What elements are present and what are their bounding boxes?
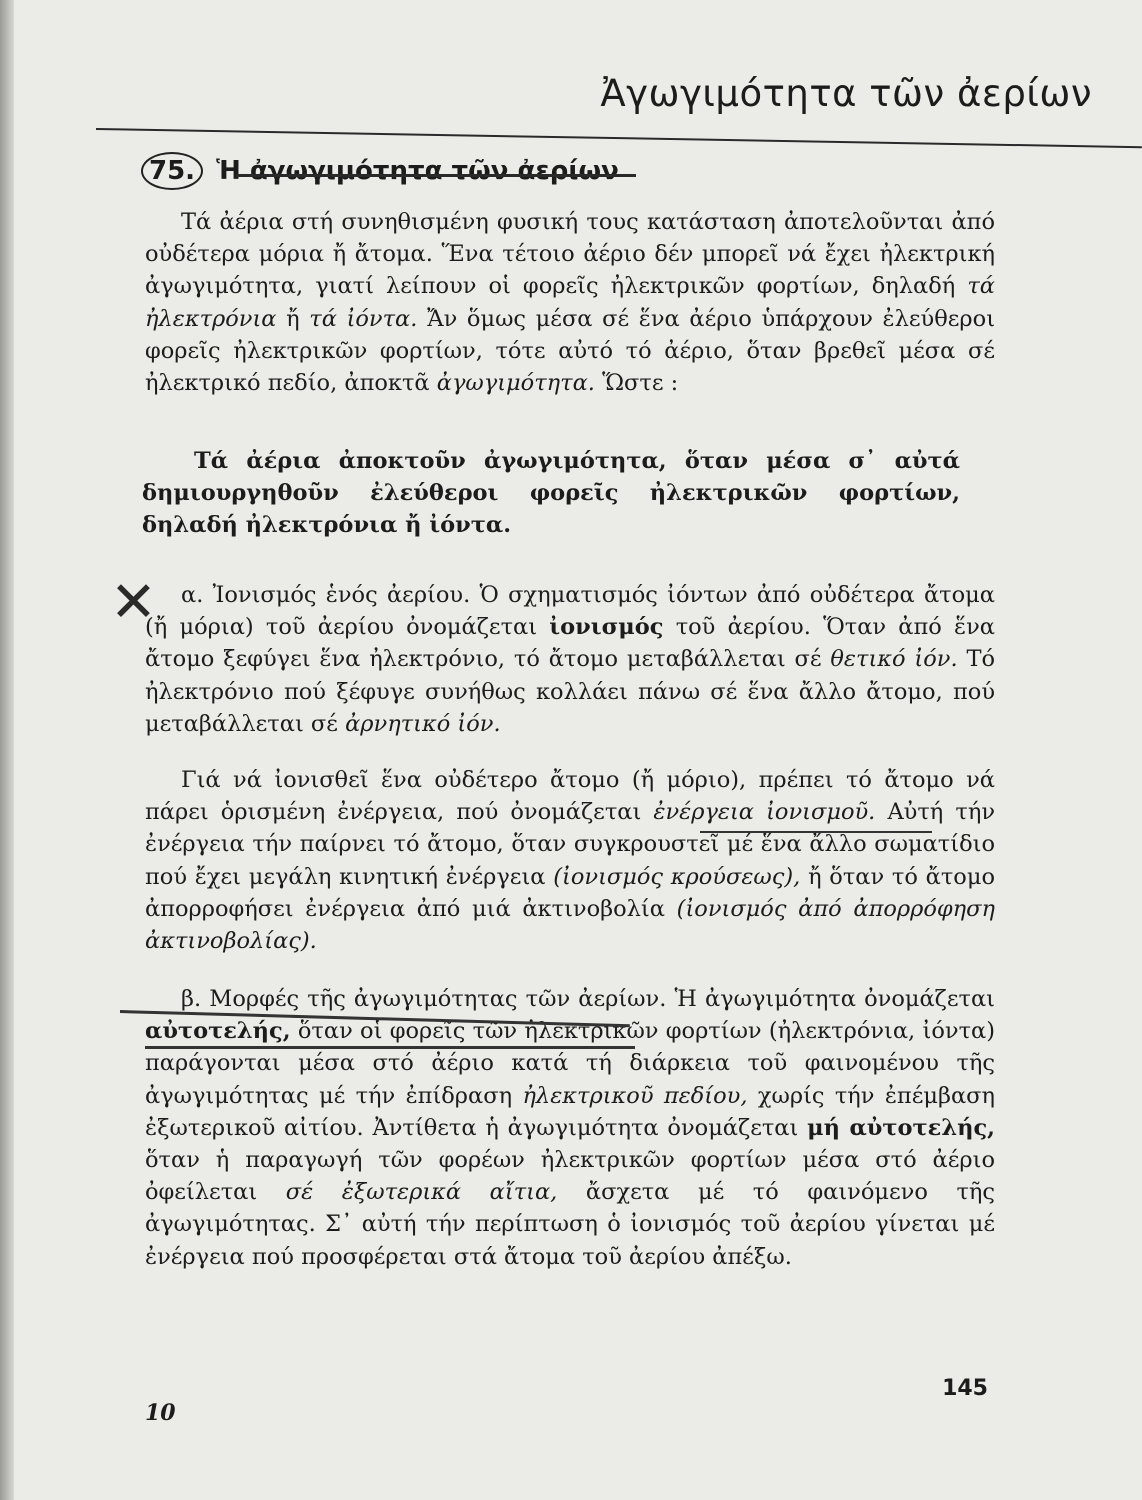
pen-underline (700, 831, 932, 833)
section-heading (141, 152, 619, 190)
alpha-heading: α. Ἰονισμός ἑνός ἀερίου. (181, 582, 471, 608)
signature-mark: 10 (145, 1400, 176, 1426)
intro-paragraph: Τά ἀέρια στή συνηθισμένη φυσική τους κατάσταση ἀποτελοῦνται ἀπό οὐδέτερα μόρια ἤ ἄτομα. Ἕνα τέτοιο ἀέριο δέν μπορεῖ νά ἔχει ἠλεκτρική ἀγωγιμότητα, γιατί λείπουν οἱ φορεῖς ἠλεκτρικῶν φορτίων, δηλαδή τά ἠλεκτρόνια ἤ τά ἰόντα. Ἄν ὅμως μέσα σέ ἕνα ἀέριο ὑπάρχουν ἐλεύθεροι φορεῖς ἠλεκτρικῶν φορτίων, τότε αὐτό τό ἀέριο, ὅταν βρεθεῖ μέσα σέ ἠλεκτρικό πεδίο, ἀποκτᾶ ἀγωγιμότητα. Ὥστε : (145, 209, 996, 397)
pen-stroke (145, 1046, 635, 1049)
alpha-paragraph: α. Ἰονισμός ἑνός ἀερίου. Ὁ σχηματισμός ἰόντων ἀπό οὐδέτερα ἄτομα (ἤ μόρια) τοῦ ἀερίου ὀνομάζεται ἰονισμός τοῦ ἀερίου. Ὅταν ἀπό ἕνα ἄτομο ξεφύγει ἕνα ἠλεκτρόνιο, τό ἄτομο μεταβάλλεται σέ θετικό ἰόν. Τό ἠλεκτρόνιο πού ξέφυγε συνήθως κολλάει πάνω σέ ἕνα ἄλλο ἄτομο, πού μεταβάλλεται σέ ἀρνητικό ἰόν. (145, 582, 996, 737)
chapter-title: Ἀγωγιμότητα τῶν ἀερίων (600, 72, 1092, 115)
book-spine-shadow (0, 0, 14, 1500)
ionisation-energy-paragraph: Γιά νά ἰονισθεῖ ἕνα οὐδέτερο ἄτομο (ἤ μόριο), πρέπει τό ἄτομο νά πάρει ὁρισμένη ἐνέργεια, πού ὀνομάζεται ἐνέργεια ἰονισμοῦ. Αὐτή τήν ἐνέργεια τήν παίρνει τό ἄτομο, ὅταν συγκρουστεῖ μέ ἕνα ἄλλο σωματίδιο πού ἔχει μεγάλη κινητική ἐνέργεια (ἰονισμός κρούσεως), ἤ ὅταν τό ἄτομο ἀπορροφήσει ἐνέργεια ἀπό μιά ἀκτινοβολία (ἰονισμός ἀπό ἀπορρόφηση ἀκτινοβολίας). (145, 767, 996, 955)
heading-pen-stroke (236, 174, 636, 177)
beta-paragraph: β. Μορφές τῆς ἀγωγιμότητας τῶν ἀερίων. Ἡ ἀγωγιμότητα ὀνομάζεται αὐτοτελής, ὅταν οἱ φορεῖς τῶν ἠλεκτρικῶν φορτίων (ἠλεκτρόνια, ἰόντα) παράγονται μέσα στό ἀέριο κατά τή διάρκεια τοῦ φαινομένου τῆς ἀγωγιμότητας μέ τήν ἐπίδραση ἠλεκτρικοῦ πεδίου, χωρίς τήν ἐπέμβαση ἐξωτερικοῦ αἰτίου. Ἀντίθετα ἡ ἀγωγιμότητα ὀνομάζεται μή αὐτοτελής, ὅταν ἡ παραγωγή τῶν φορέων ἠλεκτρικῶν φορτίων μέσα στό ἀέριο ὀφείλεται σέ ἐξωτερικά αἴτια, ἄσχετα μέ τό φαινόμενο τῆς ἀγωγιμότητας. Σ᾽ αὐτή τήν περίπτωση ὁ ἰονισμός τοῦ ἀερίου γίνεται μέ ἐνέργεια πού προσφέρεται στά ἄτομα τοῦ ἀερίου ἀπέξω. (145, 986, 996, 1270)
handwritten-x-mark: ✕ (110, 570, 157, 635)
beta-heading: β. Μορφές τῆς ἀγωγιμότητας τῶν ἀερίων. (181, 986, 667, 1012)
bold-rule-statement: Τά ἀέρια ἀποκτοῦν ἀγωγιμότητα, ὅταν μέσα σ᾽ αὐτά δημιουργηθοῦν ἐλεύθεροι φορεῖς ἠλεκτρικῶν φορτίων, δηλαδή ἠλεκτρόνια ἤ ἰόντα. (142, 448, 960, 539)
page-number: 145 (942, 1376, 988, 1401)
section-title: Ἡ ἀγωγιμότητα τῶν ἀερίων (216, 156, 619, 186)
title-rule (96, 128, 1142, 148)
section-number: 75. (141, 152, 203, 190)
